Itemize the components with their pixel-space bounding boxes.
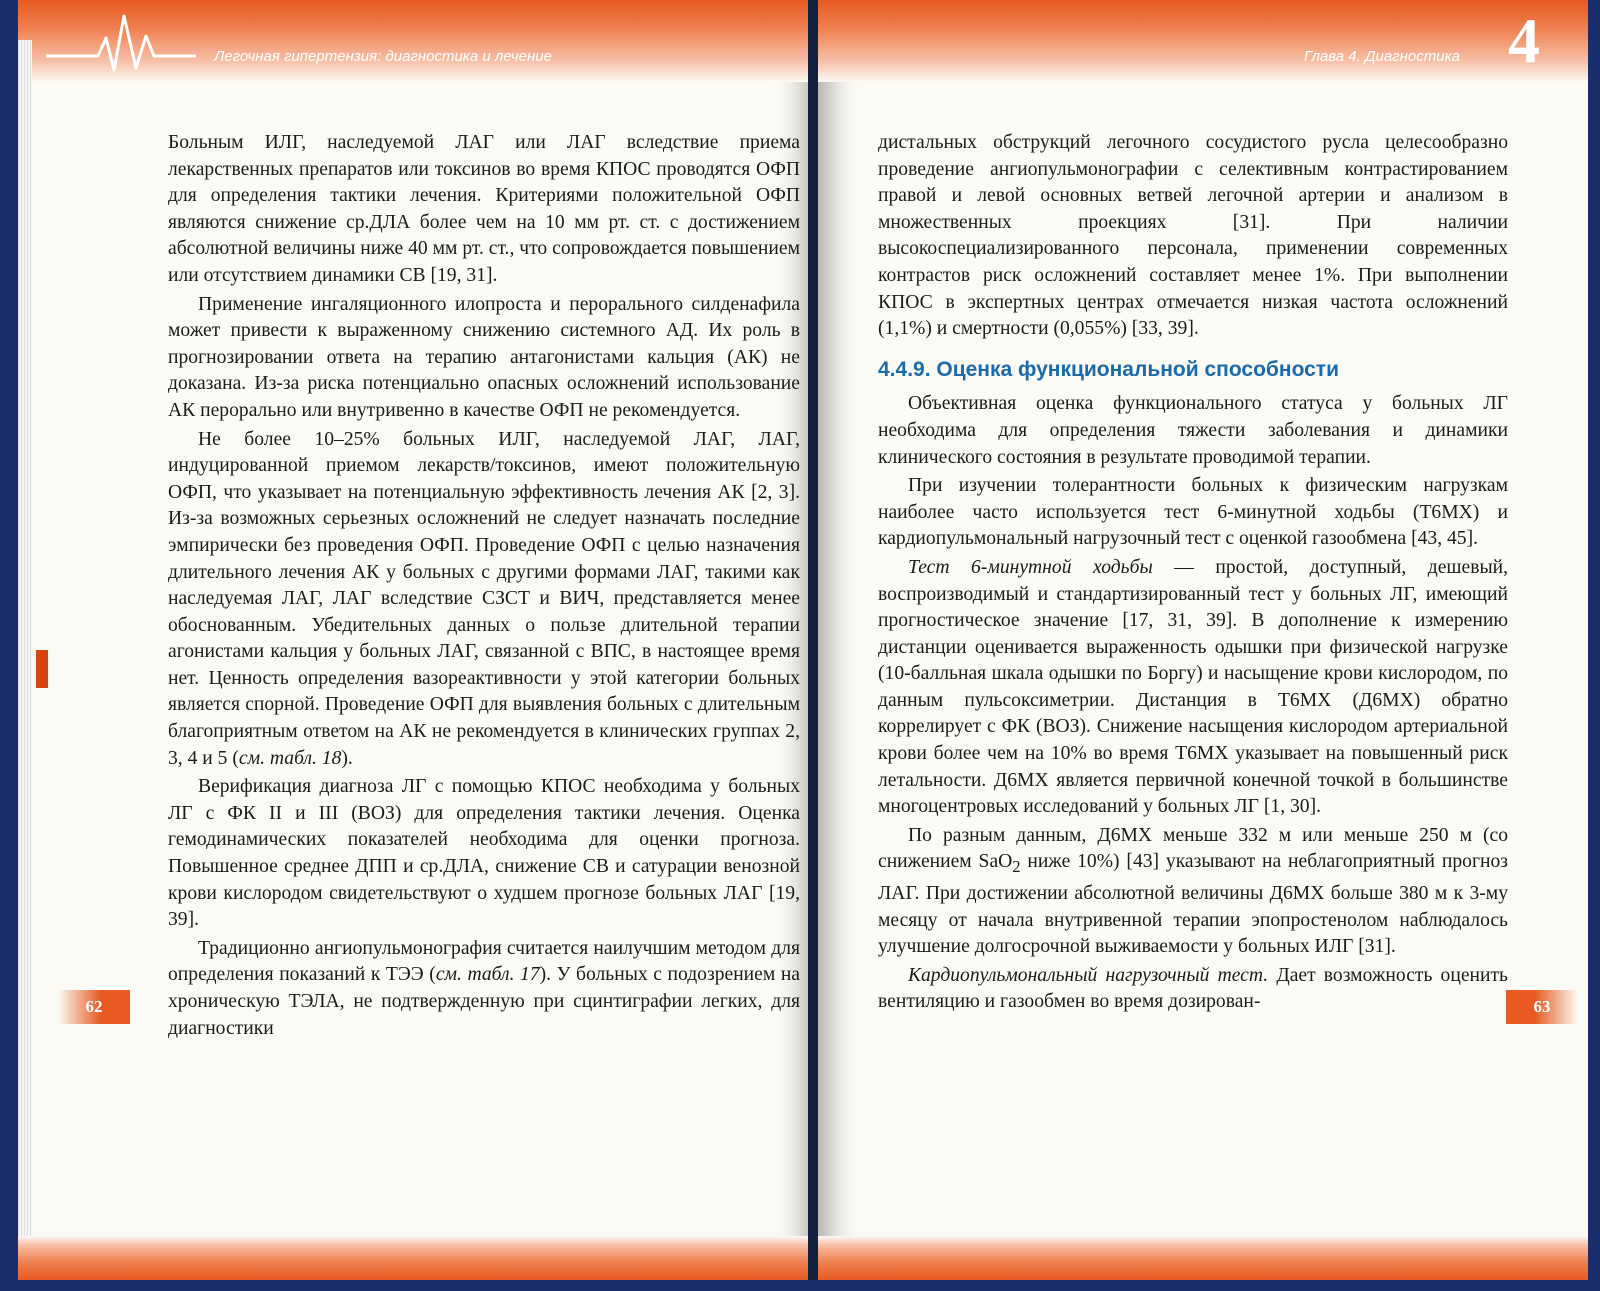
right-paragraph-1: дистальных обструкций легочного сосудистого русла целесообразно проведение ангиопульмонографии с селективным контрастированием правой и левой основных ветвей легочной артерии и анализом в множественных проекциях [31]. При наличии высокоспециализированного персонала, применении современных контрастов риск осложнений составляет менее 1%. При выполнении КПОС в экспертных центрах отмечается низкая частота осложнений (1,1%) и смертности (0,055%) [33, 39]. — [878, 132, 1508, 340]
right-running-head: Глава 4. Диагностика — [1304, 48, 1460, 65]
left-footer-band — [18, 1236, 816, 1280]
left-p5-tail: ). У больных с подозрением на хроническую ТЭЛА, не подтвержденную при сцинтиграфии легких, для диагностики — [168, 964, 800, 1039]
right-paragraph-4 — [878, 555, 1508, 821]
table-ref-17[interactable]: см. табл. 17 — [435, 964, 540, 986]
left-page-number: 62 — [58, 990, 130, 1024]
left-body-text — [168, 130, 800, 1044]
right-paragraph-2: Объективная оценка функционального статуса у больных ЛГ необходима для определения тяжести заболевания и динамики клинического состояния в результате проводимой терапии. — [878, 393, 1508, 468]
sao2-subscript: 2 — [1012, 857, 1021, 877]
section-heading: 4.4.9. Оценка функциональной способности — [878, 357, 1339, 381]
right-page-number: 63 — [1506, 990, 1578, 1024]
left-p3-tail: ). — [341, 747, 353, 769]
right-paragraph-6 — [878, 963, 1508, 1016]
left-p5-text: Традиционно ангиопульмонография считается наилучшим методом для определения показаний к ТЭЭ ( — [168, 937, 800, 986]
book-spread — [18, 0, 1590, 1280]
left-page — [18, 0, 816, 1280]
left-running-head: Легочная гипертензия: диагностика и лечение — [214, 48, 552, 65]
left-paragraph-3 — [168, 427, 800, 773]
chapter-number: 4 — [1508, 5, 1540, 76]
right-p5-text: По разным данным, Д6МХ меньше 332 м или меньше 250 м (со снижением SaO — [878, 824, 1508, 873]
right-paragraph-3: При изучении толерантности больных к физическим нагрузкам наиболее часто используется тест 6-минутной ходьбы (Т6МХ) и кардиопульмональный нагрузочный тест с оценкой газообмена [43, 45]. — [878, 475, 1508, 550]
left-p3-text: Не более 10–25% больных ИЛГ, наследуемой ЛАГ, ЛАГ, индуцированной приемом лекарств/токсинов, имеют положительную ОФП, что указывает на потенциальную эффективность лечения АК [2, 3]. Из-за возможных серьезных осложнений не следует назначать последние эмпирически без проведения ОФП. Проведение ОФП с целью назначения длительного лечения АК у больных с другими формами ЛАГ, такими как наследуемая ЛАГ, ЛАГ вследствие СЗСТ и ВИЧ, представляется менее обоснованным. Убедительных данных о пользе длительной терапии агонистами кальция у больных ЛАГ, связанной с ВПС, в настоящее время нет. Ценность определения вазореактивности у этой категории больных является спорной. Проведение ОФП для выявления больных с длительным благоприятным ответом на АК не рекомендуется в клинических группах 2, 3, 4 и 5 ( — [168, 428, 800, 769]
right-header-band — [818, 0, 1588, 82]
left-paragraph-2: Применение ингаляционного илопроста и перорального силденафила может привести к выраженному снижению системного АД. Их роль в прогнозировании ответа на терапию антагонистами кальция (АК) не доказана. Из-за риска потенциально опасных осложнений использование АК перорально или внутривенно в качестве ОФП не рекомендуется. — [168, 293, 800, 421]
left-paragraph-1: Больным ИЛГ, наследуемой ЛАГ или ЛАГ вследствие приема лекарственных препаратов или токсинов во время КПОС проводятся ОФП для определения тактики лечения. Критериями положительной ОФП являются снижение ср.ДЛА более чем на 10 мм рт. ст. с достижением абсолютной величины ниже 40 мм рт. ст., что сопровождается повышением или отсутствием динамики СВ [19, 31]. — [168, 132, 800, 286]
left-paragraph-4: Верификация диагноза ЛГ с помощью КПОС необходима у больных ЛГ с ФК II и III (ВОЗ) для определения тактики лечения. Оценка гемодинамических показателей необходима для оценки прогноза. Повышенное среднее ДПП и ср.ДЛА, снижение СВ и сатурации венозной крови кислородом свидетельствуют о худшем прогнозе больных ЛАГ [19, 39]. — [168, 776, 800, 931]
table-ref-18[interactable]: см. табл. 18 — [238, 747, 342, 769]
right-p6-text: Дает возможность оценить вентиляцию и газообмен во время дозирован- — [878, 964, 1508, 1013]
cpet-term: Кардиопульмональный нагрузочный тест. — [908, 964, 1269, 986]
right-p4-text: — простой, доступный, дешевый, воспроизводимый и стандартизированный тест у больных ЛГ, имеющий прогностическое значение [17, 31, 39]. В дополнение к измерению дистанции оценивается выраженность одышки при физической нагрузке (10-балльная шкала одышки по Боргу) и насыщение крови кислородом, по данным пульсоксиметрии. Дистанция в Т6МХ (Д6МХ) обратно коррелирует с ФК (ВОЗ). Снижение насыщения кислородом артериальной крови более чем на 10% во время Т6МХ указывает на повышенный риск летальности. Д6МХ является первичной конечной точкой в большинстве многоцентровых исследований у больных ЛГ [1, 30]. — [878, 556, 1508, 818]
heartbeat-icon — [46, 8, 196, 78]
page-edges — [18, 40, 32, 1240]
right-footer-band — [818, 1236, 1588, 1280]
right-body-text — [878, 130, 1508, 1018]
6mwt-term: Тест 6-минутной ходьбы — [908, 556, 1153, 578]
left-paragraph-5 — [168, 936, 800, 1042]
thumb-marker — [36, 650, 48, 688]
right-p5-tail: ниже 10%) [43] указывают на неблагоприятный прогноз ЛАГ. При достижении абсолютной величины Д6МХ больше 380 м к 3-му месяцу от начала внутривенной терапии эпопростенолом наблюдалось улучшение долгосрочной выживаемости у больных ИЛГ [31]. — [878, 851, 1508, 958]
right-page — [818, 0, 1588, 1280]
right-paragraph-5 — [878, 823, 1508, 961]
